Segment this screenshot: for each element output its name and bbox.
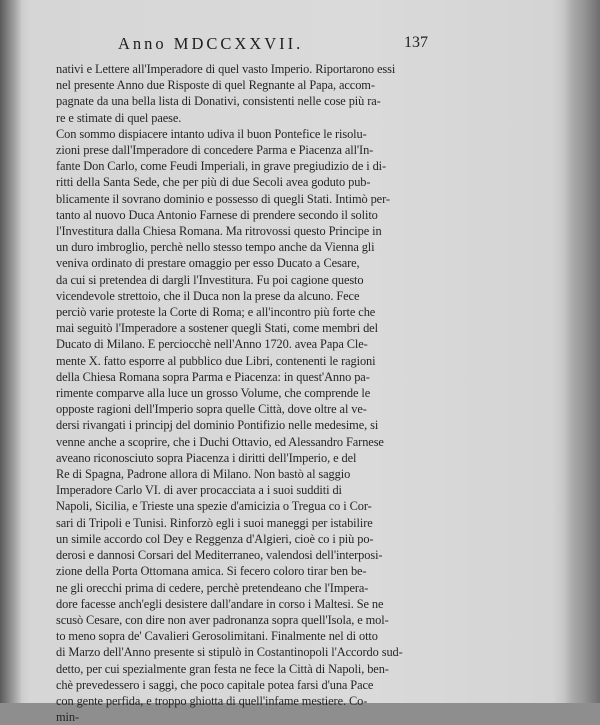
text-line: derosi e dannosi Corsari del Mediterraneo, valendosi dell'interposi- xyxy=(56,548,383,563)
text-line: to meno sopra de' Cavalieri Gerosolimitani. Finalmente nel di otto xyxy=(56,629,378,644)
page-edge-shadow xyxy=(564,0,600,703)
text-line: ritti della Santa Sede, che per più di due Secoli avea goduto pub- xyxy=(56,175,371,190)
text-line: fante Don Carlo, come Feudi Imperiali, in grave pregiudizio de i di- xyxy=(56,159,387,174)
text-line: nel presente Anno due Risposte di quel Regnante al Papa, accom- xyxy=(56,78,375,93)
text-line: perciò varie proteste la Corte di Roma; e all'incontro più forte che xyxy=(56,305,376,320)
text-line: mente X. fatto esporre al pubblico due Libri, contenenti le ragioni xyxy=(56,353,376,368)
paragraph xyxy=(56,61,431,126)
text-line: min- xyxy=(56,710,80,725)
text-line: blicamente il sovrano dominio e possesso di quegli Stati. Intimò per- xyxy=(56,191,390,206)
text-line: Napoli, Sicilia, e Trieste una spezie d'amicizia o Tregua co i Cor- xyxy=(56,499,372,514)
text-line: Imperadore Carlo VI. di aver procacciata a i suoi sudditi di xyxy=(56,483,342,498)
text-line: sari di Tripoli e Tunisi. Rinforzò egli i suoi maneggi per istabilire xyxy=(56,515,373,530)
text-line: opposte ragioni dell'Imperio sopra quelle Città, dove oltre al ve- xyxy=(56,402,367,417)
text-line: ne gli orecchi prima di cedere, perchè pretendeano che l'Impera- xyxy=(56,580,369,595)
text-line: nativi e Lettere all'Imperadore di quel vasto Imperio. Riportarono essi xyxy=(56,62,396,76)
text-line: detto, per cui spezialmente gran festa ne fece la Città di Napoli, ben- xyxy=(56,661,389,676)
book-gutter-shadow xyxy=(0,0,22,703)
text-line: zione della Porta Ottomana amica. Si fecero coloro tirar ben be- xyxy=(56,564,367,579)
text-line: veniva ordinato di prestare omaggio per esso Ducato a Cesare, xyxy=(56,256,360,271)
text-line: della Chiesa Romana sopra Parma e Piacenza: in quest'Anno pa- xyxy=(56,369,370,384)
text-line: zioni prese dall'Imperadore di concedere Parma e Piacenza all'In- xyxy=(56,143,374,158)
text-line: scusò Cesare, con dire non aver padronanza sopra quell'Isola, e mol- xyxy=(56,612,389,627)
paragraph xyxy=(56,126,431,725)
text-line: l'Investitura dalla Chiesa Romana. Ma ritrovossi questo Principe in xyxy=(56,224,382,239)
text-line: dore facesse anch'egli desistere dall'andare in corso i Maltesi. Se ne xyxy=(56,596,384,611)
page-number: 137 xyxy=(404,34,428,51)
text-line: venne anche a scoprire, che i Duchi Ottavio, ed Alessandro Farnese xyxy=(56,434,384,449)
text-line: Re di Spagna, Padrone allora di Milano. Non bastò al saggio xyxy=(56,467,351,482)
text-line: con gente perfida, e troppo ghiotta di quell'infame mestiere. Co- xyxy=(56,693,368,708)
text-line: tanto al nuovo Duca Antonio Farnese di prendere secondo il solito xyxy=(56,207,378,222)
running-head: Anno MDCCXXVII. xyxy=(118,34,304,53)
text-line: di Marzo dell'Anno presente si stipulò in Costantinopoli l'Accordo sud- xyxy=(56,645,403,660)
text-line: Con sommo dispiacere intanto udiva il buon Pontefice le risolu- xyxy=(56,126,367,141)
text-line: rimente comparve alla luce un grosso Volume, che comprende le xyxy=(56,386,371,401)
text-line: Ducato di Milano. E perciocchè nell'Anno 1720. avea Papa Cle- xyxy=(56,337,368,352)
text-line: un duro imbroglio, perchè nello stesso tempo anche da Vienna gli xyxy=(56,240,375,255)
text-line: pagnate da una bella lista di Donativi, consistenti nelle cose più ra- xyxy=(56,94,381,109)
page-header xyxy=(0,34,600,56)
text-line: da cui si pretendea di dargli l'Investitura. Fu poi cagione questo xyxy=(56,272,364,287)
text-line: un simile accordo col Dey e Reggenza d'Algieri, cioè co i più po- xyxy=(56,531,374,546)
text-line: dersi rivangati i principj del dominio Pontifizio nelle medesime, si xyxy=(56,418,379,433)
body-text xyxy=(56,61,431,725)
text-line: vicendevole strettoio, che il Duca non la prese da alcuno. Fece xyxy=(56,288,360,303)
text-line: re e stimate di quel paese. xyxy=(56,110,182,125)
text-line: mai seguitò l'Imperadore a sostener quegli Stati, come membri del xyxy=(56,321,378,336)
text-line: aveano riconosciuto sopra Piacenza i diritti dell'Imperio, e del xyxy=(56,450,357,465)
text-line: chè prevedessero i saggi, che poco capitale potea farsi d'una Pace xyxy=(56,677,374,692)
